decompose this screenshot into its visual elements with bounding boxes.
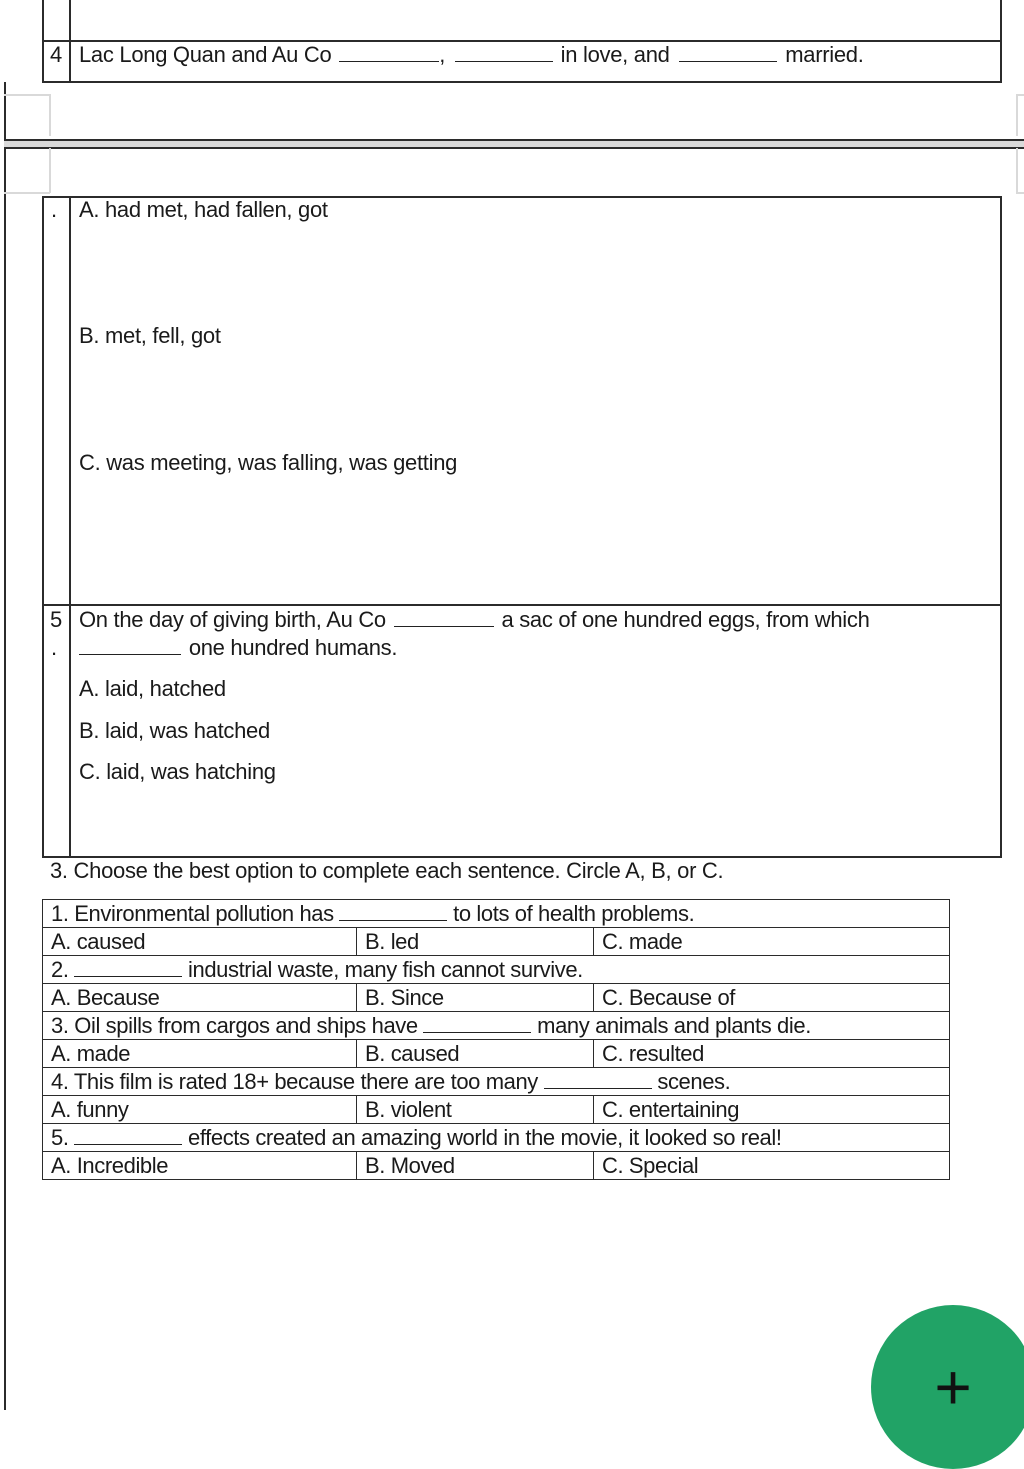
- question-3-post: many animals and plants die.: [537, 1012, 811, 1038]
- table-row: [43, 1152, 950, 1180]
- question-4-post: scenes.: [657, 1068, 731, 1094]
- table-row: [43, 956, 950, 984]
- q4-dot: .: [51, 197, 57, 222]
- question-5-option-b[interactable]: B. Moved: [357, 1152, 594, 1180]
- q4-option-c[interactable]: C. was meeting, was falling, was getting: [79, 450, 458, 475]
- question-2: [43, 956, 950, 984]
- table-row: [43, 1096, 950, 1124]
- question-3-option-b[interactable]: B. caused: [357, 1040, 594, 1068]
- q4-blank-1[interactable]: [339, 43, 439, 62]
- q4-mid: in love, and: [560, 42, 670, 67]
- q5-blank-2[interactable]: [79, 636, 181, 655]
- question-5-option-a[interactable]: A. Incredible: [43, 1152, 357, 1180]
- question-4: [43, 1068, 950, 1096]
- q4-number: 4: [50, 42, 62, 67]
- question-1-option-a[interactable]: A. caused: [43, 928, 357, 956]
- q5-option-b[interactable]: B. laid, was hatched: [79, 718, 270, 743]
- section3-table: [42, 899, 950, 1180]
- question-4-option-b[interactable]: B. violent: [357, 1096, 594, 1124]
- question-4-pre: 4. This film is rated 18+ because there are too many: [51, 1068, 538, 1094]
- q4-option-b[interactable]: B. met, fell, got: [79, 323, 221, 348]
- question-5-pre: 5.: [51, 1124, 69, 1150]
- question-1: [43, 900, 950, 928]
- question-5-blank[interactable]: [74, 1130, 182, 1145]
- table-row: [43, 900, 950, 928]
- table-row: [43, 984, 950, 1012]
- table-row: [43, 1040, 950, 1068]
- question-2-post: industrial waste, many fish cannot survive.: [188, 956, 583, 982]
- question-5: [43, 1124, 950, 1152]
- q4-comma: ,: [439, 42, 446, 67]
- q5-prompt-mid: a sac of one hundred eggs, from which: [501, 607, 870, 632]
- q5-dot: .: [51, 635, 57, 660]
- question-3-option-c[interactable]: C. resulted: [594, 1040, 950, 1068]
- q5-prompt-line2: [79, 635, 397, 661]
- question-3-pre: 3. Oil spills from cargos and ships have: [51, 1012, 418, 1038]
- table-row: [43, 1068, 950, 1096]
- question-2-option-b[interactable]: B. Since: [357, 984, 594, 1012]
- question-1-post: to lots of health problems.: [453, 900, 695, 926]
- q5-prompt-line1: [79, 607, 870, 633]
- q5-blank-1[interactable]: [394, 608, 494, 627]
- q4-blank-2[interactable]: [455, 43, 553, 62]
- q5-option-c[interactable]: C. laid, was hatching: [79, 759, 276, 784]
- q5-option-a[interactable]: A. laid, hatched: [79, 676, 226, 701]
- question-2-option-a[interactable]: A. Because: [43, 984, 357, 1012]
- question-1-option-c[interactable]: C. made: [594, 928, 950, 956]
- question-5-post: effects created an amazing world in the movie, it looked so real!: [188, 1124, 782, 1150]
- question-2-blank[interactable]: [74, 962, 182, 977]
- q4-prompt-start: Lac Long Quan and Au Co: [79, 42, 332, 67]
- q5-prompt-start: On the day of giving birth, Au Co: [79, 607, 386, 632]
- question-1-option-b[interactable]: B. led: [357, 928, 594, 956]
- q5-number: 5: [50, 607, 62, 632]
- q4-option-a[interactable]: A. had met, had fallen, got: [79, 197, 328, 222]
- q5-prompt-end: one hundred humans.: [188, 635, 398, 660]
- question-3: [43, 1012, 950, 1040]
- question-1-blank[interactable]: [339, 906, 447, 921]
- section3-heading: 3. Choose the best option to complete each sentence. Circle A, B, or C.: [50, 858, 724, 883]
- plus-icon: +: [934, 1351, 972, 1423]
- question-4-option-c[interactable]: C. entertaining: [594, 1096, 950, 1124]
- question-4-option-a[interactable]: A. funny: [43, 1096, 357, 1124]
- question-3-option-a[interactable]: A. made: [43, 1040, 357, 1068]
- question-3-blank[interactable]: [423, 1018, 531, 1033]
- q4-blank-3[interactable]: [679, 43, 777, 62]
- add-fab-button[interactable]: [871, 1305, 1024, 1469]
- q4-prompt: [79, 42, 864, 68]
- question-4-blank[interactable]: [544, 1074, 652, 1089]
- question-5-option-c[interactable]: C. Special: [594, 1152, 950, 1180]
- q4-end: married.: [785, 42, 864, 67]
- question-2-option-c[interactable]: C. Because of: [594, 984, 950, 1012]
- question-2-pre: 2.: [51, 956, 69, 982]
- table-row: [43, 928, 950, 956]
- question-1-pre: 1. Environmental pollution has: [51, 900, 334, 926]
- table-row: [43, 1012, 950, 1040]
- table-row: [43, 1124, 950, 1152]
